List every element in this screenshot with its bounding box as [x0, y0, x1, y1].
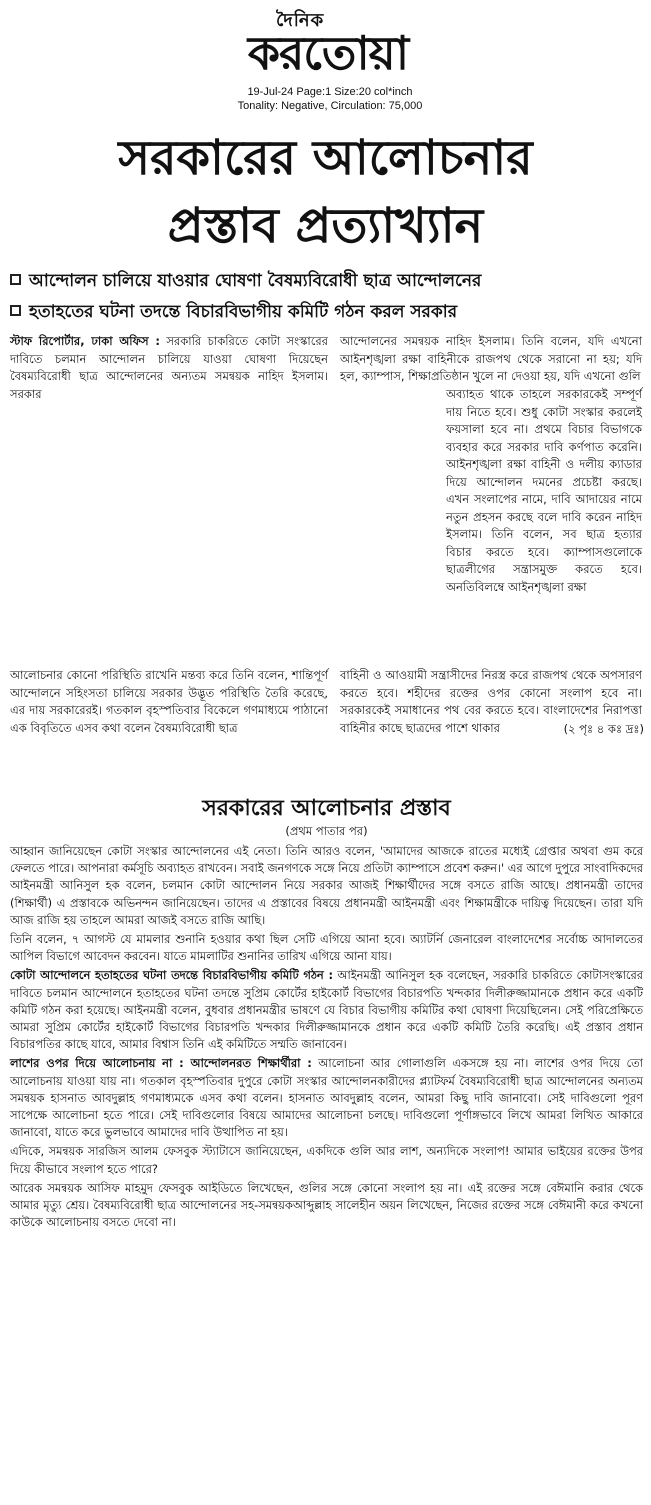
story-column-5: বাহিনী ও আওয়ামী সন্ত্রাসীদের নিরস্ত্র করে রাজপথ থেকে অপসারণ করতে হবে। শহীদের রক্তের ওপর কোনো সংলাপ হবে না। সরকারকেই সমাধানের পথ বের করতে হবে। বাংলাদেশের নিরাপত্তা বাহিনীর কাছে ছাত্রদের পাশে থাকার [340, 668, 642, 735]
newspaper-name: করতোয়া [247, 26, 409, 80]
subhead-1-text: আন্দোলন চালিয়ে যাওয়ার ঘোষণা বৈষম্যবিরোধী ছাত্র আন্দোলনের [29, 271, 482, 291]
story-column-3: অব্যাহত থাকে তাহলে সরকারকেই সম্পূর্ণ দায় নিতে হবে। শুধু কোটা সংস্কার করলেই ফয়সালা হবে না। প্রথমে বিচার বিভাগকে ব্যবহার করে সরকার দাবি কর্ণপাত করেনি। আইনশৃঙ্খলা রক্ষা বাহিনী ও দলীয় ক্যাডার দিয়ে আন্দোলন দমনের প্রচেষ্টা করছে। এখন সংলাপের নামে, দাবি আদায়ের নামে নতুন প্রহসন করছে বলে দাবি করেন নাহিদ ইসলাম। তিনি বলেন, সব ছাত্র হত্যার বিচার করতে হবে। ক্যাম্পাসগুলোকে ছাত্রলীগের সন্ত্রাসমুক্ত করতে হবে। অনতিবিলম্বে আইনশৃঙ্খলা রক্ষা [446, 387, 642, 594]
byline: স্টাফ রিপোর্টার, ঢাকা অফিস : [10, 334, 160, 348]
section-heading: লাশের ওপর দিয়ে আলোচনায় না : আন্দোলনরত শিক্ষার্থীরা : [10, 1056, 312, 1071]
paragraph-text: আলোচনা আর গোলাগুলি একসঙ্গে হয় না। লাশের ওপর দিয়ে তো আলোচনায় যাওয়া যায় না। গতকাল বৃহস্পতিবার দুপুরে কোটা সংস্কার আন্দোলনকারীদের প্ল্যাটফর্ম বৈষম্যবিরোধী ছাত্র আন্দোলনের অন্যতম সমন্বয়ক হাসনাত আবদুল্লাহ গণমাধ্যমকে এসব কথা বলেন। হাসনাত আবদুল্লাহ বলেন, আমরা কিছু দাবি জানাবো। সেই দাবিগুলো পূরণ সাপেক্ষে আলোচনা হতে পারে। সেই দাবিগুলোর বিষয়ে আমাদের আলোচনা চলছে। দাবিগুলো পূর্ণাঙ্গভাবে লিখে আমরা লিখিত আকারে জানাবো, যাতে করে ভুলভাবে আমাদের দাবি উত্থাপিত না হয়। [10, 1056, 644, 1140]
masthead-prefix: দৈনিক [276, 10, 325, 31]
checkbox-bullet-icon [10, 305, 21, 316]
continuation-from: (প্রথম পাতার পর) [285, 824, 368, 838]
continuation-title: সরকারের আলোচনার প্রস্তাব [202, 796, 451, 821]
subhead-2 [10, 299, 646, 325]
paragraph [10, 967, 643, 1053]
paragraph: তিনি বলেন, ৭ আগস্ট যে মামলার শুনানি হওয়ার কথা ছিল সেটি এগিয়ে আনা হবে। অ্যাটর্নি জেনারেল বাংলাদেশের সর্বোচ্চ আদালতের আপিল বিভাগে আবেদন করবেন। যাতে মামলাটির শুনানির তারিখ এগিয়ে আনা যায়। [10, 932, 643, 964]
masthead [0, 0, 651, 120]
subhead-1 [10, 268, 646, 294]
continuation-block [10, 795, 643, 1233]
subhead-2-text: হতাহতের ঘটনা তদন্তে বিচারবিভাগীয় কমিটি গঠন করল সরকার [29, 302, 458, 322]
paragraph: আরেক সমন্বয়ক আসিফ মাহমুদ ফেসবুক আইডিতে লিখেছেন, গুলির সঙ্গে কোনো সংলাপ হয় না। এই রক্তের সঙ্গে বেঈমানি করার থেকে আমার মৃত্যু শ্রেয়। বৈষম্যবিরোধী ছাত্র আন্দোলনের সহ-সমন্বয়কআব্দুল্লাহ সালেহীন অয়ন লিখেছেন, নিজের রক্তের সঙ্গে বেঈমানী করে কখনো কাউকে আলোচনায় বসতে দেবো না। [10, 1180, 643, 1230]
story-column-2: আন্দোলনের সমন্বয়ক নাহিদ ইসলাম। তিনি বলেন, যদি এখনো আইনশৃঙ্খলা রক্ষা বাহিনীকে রাজপথ থেকে সরানো না হয়; যদি হল, ক্যাম্পাস, শিক্ষাপ্রতিষ্ঠান খুলে না দেওয়া হয়, যদি এখনো গুলি [340, 334, 642, 383]
jump-line: (২ পৃঃ ৪ কঃ দ্রঃ) [563, 722, 644, 736]
story-column-4: আলোচনার কোনো পরিস্থিতি রাখেনি মন্তব্য করে তিনি বলেন, শান্তিপূর্ণ আন্দোলনে সহিংসতা চালিয়ে সরকার উদ্ভূত পরিস্থিতি তৈরি করেছে, এর দায় সরকারেরই। গতকাল বৃহস্পতিবার বিকেলে গণমাধ্যমে পাঠানো এক বিবৃতিতে এসব কথা বলেন বৈষম্যবিরোধী ছাত্র [10, 668, 328, 735]
clipping-meta-tonality: Tonality: Negative, Circulation: 75,000 [237, 100, 423, 112]
paragraph: আহ্বান জানিয়েছেন কোটা সংস্কার আন্দোলনের এই নেতা। তিনি আরও বলেন, 'আমাদের আজকে রাতের মধ্যেই গ্রেপ্তার অথবা গুম করে ফেলতে পারে। আপনারা কর্মসূচি অব্যাহত রাখবেন। সবাই জনগণকে সঙ্গে নিয়ে প্রতিটা ক্যাম্পাসে প্রবেশ করুন।' এর আগে দুপুরে সাংবাদিকদের আইনমন্ত্রী আনিসুল হক বলেন, চলমান কোটা আন্দোলন নিয়ে সরকার আজই শিক্ষার্থীদের সঙ্গে বসতে রাজি আছে। প্রধানমন্ত্রী তাদের (শিক্ষার্থী) এ প্রস্তাবকে অভিনন্দন জানিয়েছেন। তাদের এ প্রস্তাবের বিষয়ে প্রধানমন্ত্রী আইনমন্ত্রী এবং শিক্ষামন্ত্রীকে দায়িত্ব দিয়েছেন। তারা যদি আজ রাজি হয় তাহলে আমরা আজই বসতে রাজি আছি। [10, 844, 643, 927]
clipping-meta-date: 19-Jul-24 Page:1 Size:20 col*inch [247, 86, 413, 98]
paragraph-text: আইনমন্ত্রী আনিসুল হক বলেছেন, সরকারি চাকরিতে কোটাসংস্কারের দাবিতে চলমান আন্দোলনে হতাহতের ঘটনা তদন্তে সুপ্রিম কোর্টের হাইকোর্ট বিভাগের বিচারপতি খন্দকার দিলীরুজ্জামানকে প্রধান করে একটি কমিটি গঠন করা হয়েছে। আইনমন্ত্রী বলেন, বুধবার প্রধানমন্ত্রীর ভাষণে যে বিচার বিভাগীয় কমিটির কথা ঘোষণা দিয়েছিলেন। সেই পরিপ্রেক্ষিতে আমরা সুপ্রিম কোর্টের হাইকোর্ট বিভাগের বিচারপতি খন্দকার দিলীরুজ্জামানকে প্রধান করে একটি কমিটি তৈরি করেছি। এই প্রস্তাব প্রধান বিচারপতির কাছে যাবে, আমার বিশ্বাস তিনি এই কমিটিতে সম্মতি জানাবেন। [10, 968, 643, 1052]
headline-line-1: সরকারের আলোচনার [118, 130, 533, 186]
paragraph: এদিকে, সমন্বয়ক সারজিস আলম ফেসবুক স্ট্যাটাসে জানিয়েছেন, একদিকে গুলি আর লাশ, অন্যদিকে সংলাপ! আমার ভাইয়ের রক্তের উপর দিয়ে কীভাবে সংলাপ হতে পারে? [10, 1144, 643, 1176]
section-heading: কোটা আন্দোলনে হতাহতের ঘটনা তদন্তে বিচারবিভাগীয় কমিটি গঠন : [10, 968, 334, 983]
headline-line-2: প্রস্তাব প্রত্যাখ্যান [167, 198, 484, 254]
paragraph [10, 1055, 643, 1141]
continuation-body [10, 843, 643, 1231]
checkbox-bullet-icon [10, 274, 21, 285]
story-column-1-text: সরকারি চাকরিতে কোটা সংস্কারের দাবিতে চলমান আন্দোলন চালিয়ে যাওয়া ঘোষণা দিয়েছেন বৈষম্যবিরোধী ছাত্র আন্দোলনের অন্যতম সমন্বয়ক নাহিদ ইসলাম। সরকার [10, 334, 328, 401]
story-column-1 [10, 333, 328, 403]
